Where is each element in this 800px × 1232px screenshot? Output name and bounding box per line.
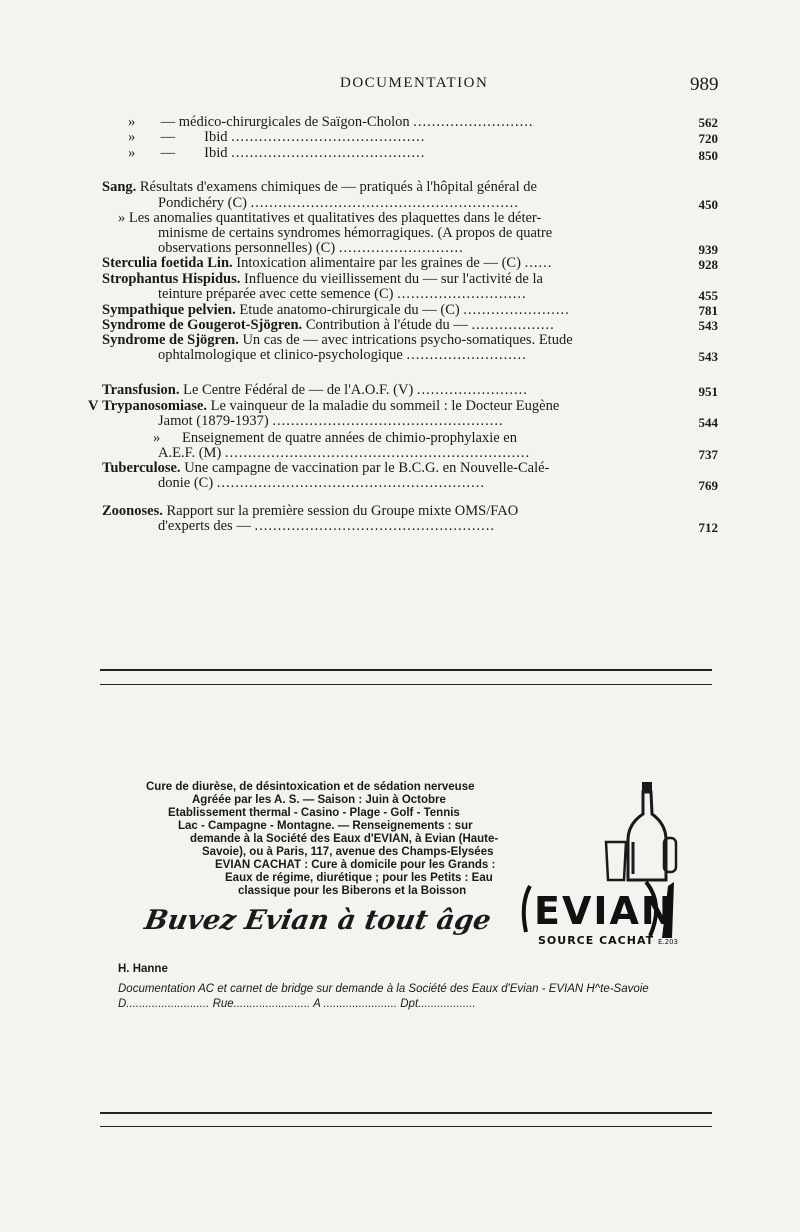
ad-line: Etablissement thermal - Casino - Plage - Golf - Tennis	[168, 807, 460, 819]
ad-line: Agréée par les A. S. — Saison : Juin à Octobre	[192, 794, 446, 806]
ad-line: Eaux de régime, diurétique ; pour les Petits : Eau	[225, 872, 493, 884]
index-entry-strophantus: Strophantus Hispidus. Influence du vieillissement du — sur l'activité de la	[102, 271, 543, 287]
index-entry-transfusion: Transfusion. Le Centre Fédéral de — de l'A.O.F. (V) ........................	[102, 382, 528, 398]
ad-line: Cure de diurèse, de désintoxication et de sédation nerveuse	[146, 781, 475, 793]
artist-credit: H. Hanne	[118, 963, 168, 975]
source-cachat-label: SOURCE CACHAT	[538, 934, 655, 946]
page-ref: 712	[698, 520, 718, 535]
ad-line: Lac - Campagne - Montagne. — Renseignements : sur	[178, 820, 473, 832]
evian-logo	[518, 880, 684, 946]
list-item: » Enseignement de quatre années de chimio-prophylaxie en	[153, 430, 517, 446]
list-item: observations personnelles) (C) ...........................	[158, 240, 464, 256]
list-item: » — Ibid ..........................................	[128, 145, 426, 161]
ad-slogan: Buvez Evian à tout âge	[142, 905, 494, 936]
index-entry-zoonoses: Zoonoses. Rapport sur la première session du Groupe mixte OMS/FAO	[102, 503, 519, 519]
ad-line: EVIAN CACHAT : Cure à domicile pour les Grands :	[215, 859, 496, 871]
page-ref: 781	[698, 303, 718, 318]
coupon-line: Documentation AC et carnet de bridge sur demande à la Société des Eaux d'Evian - EVIAN H^te-Savoie	[118, 983, 649, 995]
list-item: » — Ibid ..........................................	[128, 129, 426, 145]
index-entry-sympathique: Sympathique pelvien. Etude anatomo-chirurgicale du — (C) .......................	[102, 302, 570, 318]
list-item: A.E.F. (M) ..................................................................	[158, 445, 531, 461]
bottle-illustration-icon	[600, 780, 680, 885]
page-ref: 544	[698, 415, 718, 430]
page-ref: 455	[698, 288, 718, 303]
index-entry-sjogren: Syndrome de Sjögren. Un cas de — avec intrications psycho-somatiques. Etude	[102, 332, 573, 348]
index-entry-sang: Sang. Résultats d'examens chimiques de — pratiqués à l'hôpital général de	[102, 179, 537, 195]
list-item: donie (C) ..........................................................	[158, 475, 486, 491]
index-entry-gougerot-sjogren: Syndrome de Gougerot-Sjögren. Contribution à l'étude du — ..................	[102, 317, 555, 333]
list-item: Pondichéry (C) ..........................................................	[158, 195, 519, 211]
list-item: minisme de certains syndromes hémorragiques. (A propos de quatre	[158, 225, 553, 241]
running-header: DOCUMENTATION	[340, 75, 489, 91]
index-entry-sterculia: Sterculia foetida Lin. Intoxication alimentaire par les graines de — (C) ......	[102, 255, 553, 271]
page-ref: 939	[698, 242, 718, 257]
ad-line: Savoie), ou à Paris, 117, avenue des Champs-Elysées	[202, 846, 494, 858]
page-ref: 769	[698, 478, 718, 493]
coupon-address-line: D.......................... Rue........................ A ....................... Dpt..................	[118, 998, 476, 1010]
page-ref: 951	[698, 384, 718, 399]
ad-line: demande à la Société des Eaux d'EVIAN, à Evian (Haute-	[190, 833, 499, 845]
ad-code: E.203	[658, 938, 679, 946]
list-item: teinture préparée avec cette semence (C) ............................	[158, 286, 527, 302]
list-item: ophtalmologique et clinico-psychologique ..........................	[158, 347, 527, 363]
divider	[100, 1112, 712, 1114]
page-ref: 737	[698, 447, 718, 462]
index-entry-tuberculose: Tuberculose. Une campagne de vaccination par le B.C.G. en Nouvelle-Calé-	[102, 460, 550, 476]
divider	[100, 669, 712, 671]
page-ref: 543	[698, 318, 718, 333]
divider	[100, 684, 712, 685]
ad-line: classique pour les Biberons et la Boisson	[238, 885, 467, 897]
divider	[100, 1126, 712, 1127]
list-item: Jamot (1879-1937) ..................................................	[158, 413, 504, 429]
list-item: d'experts des — ....................................................	[158, 518, 495, 534]
page-ref: 562	[698, 115, 718, 130]
page-number: 989	[690, 74, 719, 95]
list-item: » Les anomalies quantitatives et qualitatives des plaquettes dans le déter-	[118, 210, 542, 226]
page-ref: 928	[698, 257, 718, 272]
page-ref: 543	[698, 349, 718, 364]
evian-wordmark: EVIAN	[534, 889, 675, 933]
list-item: » — médico-chirurgicales de Saïgon-Cholon ..........................	[128, 114, 534, 130]
page-ref: 450	[698, 197, 718, 212]
page-ref: 850	[698, 148, 718, 163]
index-entry-trypanosomiase: V Trypanosomiase. Le vainqueur de la maladie du sommeil : le Docteur Eugène	[88, 398, 560, 414]
page-ref: 720	[698, 131, 718, 146]
